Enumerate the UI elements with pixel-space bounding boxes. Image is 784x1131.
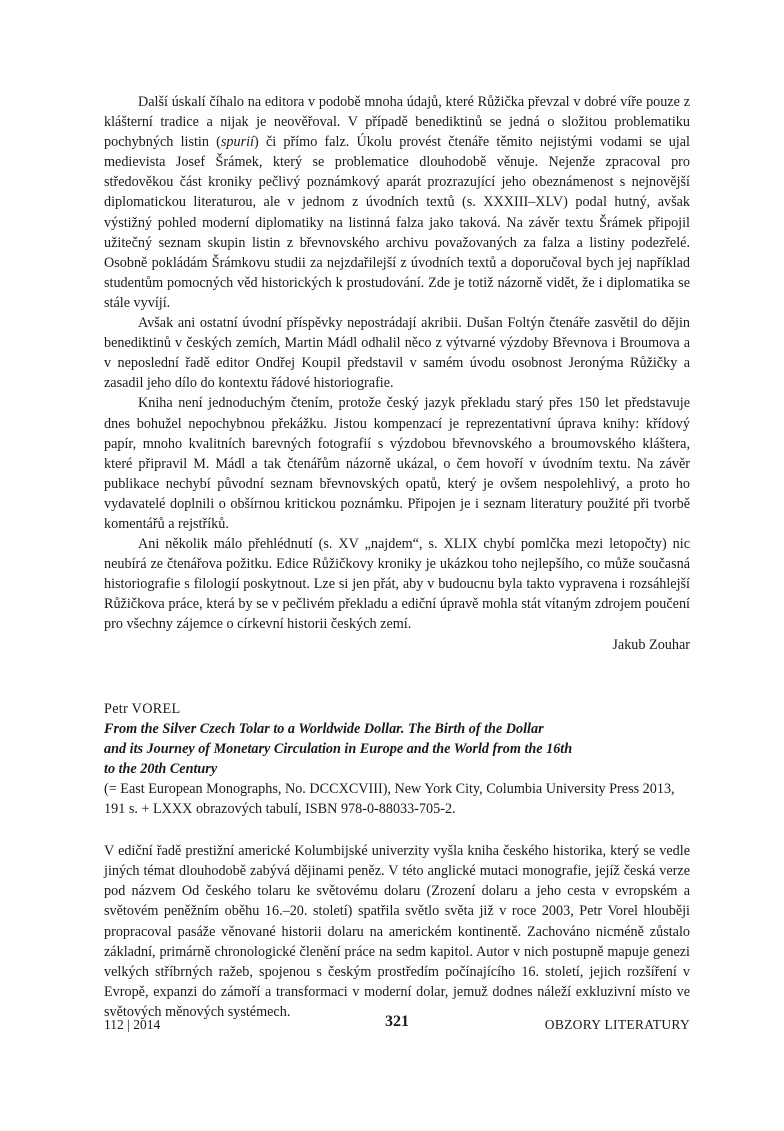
page-number: 321 xyxy=(385,1013,409,1030)
book-title: From the Silver Czech Tolar to a Worldwide Dollar. The Birth of the Dollar and its Journey of Monetary Circulation in Europe and the World from the 16th to the 20th Century xyxy=(104,720,573,777)
paragraph-3: Kniha není jednoduchým čtením, protože český jazyk překladu starý přes 150 let představuje dnes bohužel nepochybnou překážku. Jistou kompenzací je reprezentativní úprava knihy: křídový papír, mnoho kvalitních barevných fotografií s výzdobou břevnovského a broumovského kláštera, které připravil M. Mádl a tak čtenářům názorně ukázal, o čem hovoří v úvodním textu. Na závěr publikace nechybí původní seznam břevnovských opatů, který je ovšem nespolehlivý, a proto ho vydavatelé doplnili o obšírnou kritickou poznámku. Připojen je i seznam literatury použité při tvorbě komentářů a rejstříků. xyxy=(104,395,690,532)
review-header xyxy=(104,699,690,820)
paragraph-1: Další úskalí číhalo na editora v podobě mnoha údajů, které Růžička převzal v dobré víře pouze z klášterní tradice a nijak je neověřoval. V případě benediktinů se jedná o složitou problematiku pochybných listin (spurií) či přímo falz. Úkolu provést čtenáře těmito nejistými vodami se ujal medievista Josef Šrámek, který se problematice dlouhodobě věnuje. Nejenže zpracoval pro středověkou část kroniky pečlivý poznámkový aparát prozrazující jeho obeznámenost s nejnovější diplomatickou literaturou, ale v jednom z úvodních textů (s. XXXIII–XLV) podal hutný, avšak výstižný pohled moderní diplomatiky na listinná falza jako taková. Na závěr textu Šrámek připojil užitečný seznam skupin listin z břevnovského archivu považovaných za falza a listiny podezřelé. Osobně pokládám Šrámkovu studii za nejzdařilejší z úvodních textů a doporučoval bych jej například studentům pomocných věd historických k prostudování. Zde je totiž názorně vidět, že i diplomatika se stále vyvíjí. xyxy=(104,94,690,311)
publication-info: (= East European Monographs, No. DCCXCVIII), New York City, Columbia University Press 2013, 191 s. + LXXX obrazových tabulí, ISBN 978-0-88033-705-2. xyxy=(104,781,675,818)
review-paragraph-1: V ediční řadě prestižní americké Kolumbijské univerzity vyšla kniha českého historika, který se vedle jiných témat dlouhodobě zabývá dějinami peněz. V této anglické mutaci monografie, jejíž česká verze pod názvem Od českého tolaru ke světovému dolaru (Zrození dolaru a jeho cesta v evropském a světovém peněžním oběhu 16.–20. století) spatřila světlo světa již v roce 2003, Petr Vorel hlouběji propracoval pasáže věnované historii dolaru na americkém kontinentě. Zachováno nicméně zůstalo základní, primárně chronologické členění práce na sedm kapitol. Autor v nich postupně mapuje genezi velkých stříbrných ražeb, spojenou s českým prostředím počínajícího 16. století, jejich rozšíření v Evropě, expanzi do zámoří a transformaci v moderní dolar, jemuž dodnes náleží exkluzivní místo ve světových měnových systémech. xyxy=(104,843,690,1020)
page-footer xyxy=(104,1013,690,1037)
page-content xyxy=(104,92,690,1022)
italic-term: spurií xyxy=(220,134,255,151)
paragraph-2: Avšak ani ostatní úvodní příspěvky nepostrádají akribii. Dušan Foltýn čtenáře zasvětil do dějin benediktinů v českých zemích, Martin Mádl odhalil něco z výtvarné výzdoby Břevnova i Broumova a v neposlední řadě editor Ondřej Koupil představil v samém úvodu osobnost Jeronýma Růžičky a zasadil jeho dílo do kontextu řádové historiografie. xyxy=(104,315,690,392)
paragraph-4: Ani několik málo přehlédnutí (s. XV „najdem“, s. XLIX chybí pomlčka mezi letopočty) nic neubírá ze čtenářova požitku. Edice Růžičkovy kroniky je ukázkou toho nejlepšího, co může současná historiografie s filologií poskytnout. Lze si jen přát, aby v budoucnu byla takto vypravena i rozsáhlejší Růžičkova práce, která by se v pečlivém překladu a ediční úpravě mohla stát vítaným zdrojem poučení pro všechny zájemce o církevní historii českých zemí. xyxy=(104,536,690,633)
review-body xyxy=(104,841,690,1022)
issue-label: 112 | 2014 xyxy=(104,1017,161,1032)
journal-name: OBZORY LITERATURY xyxy=(544,1017,690,1032)
book-author: Petr VOREL xyxy=(104,700,181,717)
reviewer-signature: Jakub Zouhar xyxy=(612,636,690,653)
review-continuation xyxy=(104,92,690,655)
